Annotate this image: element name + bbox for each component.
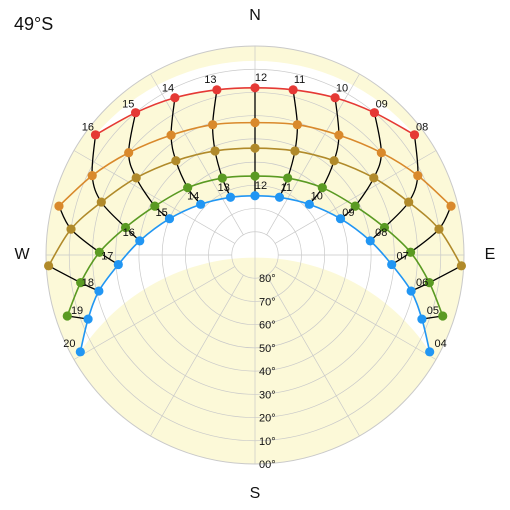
latitude-label: 49°S [14, 14, 54, 34]
sun-position-point [290, 146, 299, 155]
sun-position-point [83, 314, 92, 323]
hour-label: 08 [375, 226, 388, 239]
sun-position-point [438, 311, 447, 320]
sun-position-point [387, 260, 396, 269]
hour-label: 16 [122, 226, 135, 239]
sun-position-point [369, 173, 378, 182]
altitude-ring-label: 70° [259, 296, 276, 309]
hour-label: 15 [155, 206, 168, 219]
altitude-ring-label: 20° [259, 412, 276, 425]
hour-label: 15 [122, 98, 135, 111]
hour-label: 09 [342, 206, 355, 219]
hour-label: 08 [415, 121, 429, 134]
hour-label: 14 [187, 190, 200, 203]
hour-label: 09 [375, 98, 388, 111]
hour-label: 11 [293, 74, 306, 86]
altitude-ring-label: 30° [259, 389, 276, 402]
sun-position-point [425, 347, 434, 356]
altitude-ring-label: 40° [259, 366, 276, 379]
hour-label: 10 [335, 82, 349, 95]
sun-position-point [293, 120, 302, 129]
sun-position-point [170, 93, 179, 102]
altitude-ring-label: 60° [259, 319, 276, 332]
hour-label: 20 [63, 337, 76, 350]
sun-position-point [404, 197, 413, 206]
sun-position-point [124, 148, 133, 157]
sun-position-point [250, 191, 259, 200]
sun-position-point [166, 131, 175, 140]
hour-label: 04 [434, 337, 447, 350]
hour-label: 16 [81, 121, 95, 134]
altitude-ring-label: 00° [259, 459, 276, 471]
hour-label: 11 [280, 181, 292, 194]
hour-label: 06 [416, 277, 429, 290]
sun-position-point [114, 260, 123, 269]
sun-position-point [331, 93, 340, 102]
sun-position-point [366, 236, 375, 245]
sun-position-point [132, 173, 141, 182]
sun-position-point [94, 286, 103, 295]
sun-position-point [44, 261, 53, 270]
sun-position-point [76, 347, 85, 356]
altitude-ring-label: 50° [259, 342, 276, 355]
sun-position-point [377, 148, 386, 157]
sun-position-point [250, 144, 259, 153]
sun-position-point [88, 171, 97, 180]
hour-label: 12 [254, 179, 268, 192]
hour-label: 13 [204, 74, 217, 86]
sun-position-point [212, 85, 221, 94]
sun-position-point [226, 193, 235, 202]
west-label: W [14, 246, 30, 263]
sun-position-point [97, 197, 106, 206]
sun-position-point [210, 146, 219, 155]
east-label: E [484, 246, 496, 263]
sun-position-point [54, 202, 63, 211]
hour-label: 07 [396, 250, 409, 263]
altitude-ring-label: 80° [259, 273, 276, 286]
hour-label: 05 [426, 305, 440, 318]
sun-position-point [275, 193, 284, 202]
hour-label: 19 [70, 305, 84, 318]
north-label: N [249, 7, 261, 24]
sun-position-point [330, 156, 339, 165]
sun-position-point [446, 202, 455, 211]
sun-position-point [171, 156, 180, 165]
hour-label: 18 [81, 277, 94, 290]
sun-position-point [417, 314, 426, 323]
sun-position-point [334, 131, 343, 140]
sun-position-point [135, 236, 144, 245]
altitude-ring-label: 10° [259, 435, 276, 448]
sun-position-point [250, 118, 259, 127]
sun-position-point [413, 171, 422, 180]
hour-label: 17 [101, 250, 114, 263]
sun-position-point [457, 261, 466, 270]
sun-position-point [289, 85, 298, 94]
sun-position-point [250, 83, 259, 92]
sun-position-point [66, 225, 75, 234]
hour-label: 14 [161, 82, 175, 95]
sun-position-point [434, 225, 443, 234]
hour-label: 12 [254, 71, 268, 84]
hour-label: 13 [217, 181, 230, 194]
sun-position-point [407, 286, 416, 295]
sun-position-point [208, 120, 217, 129]
hour-label: 10 [310, 190, 323, 203]
south-label: S [249, 485, 261, 502]
